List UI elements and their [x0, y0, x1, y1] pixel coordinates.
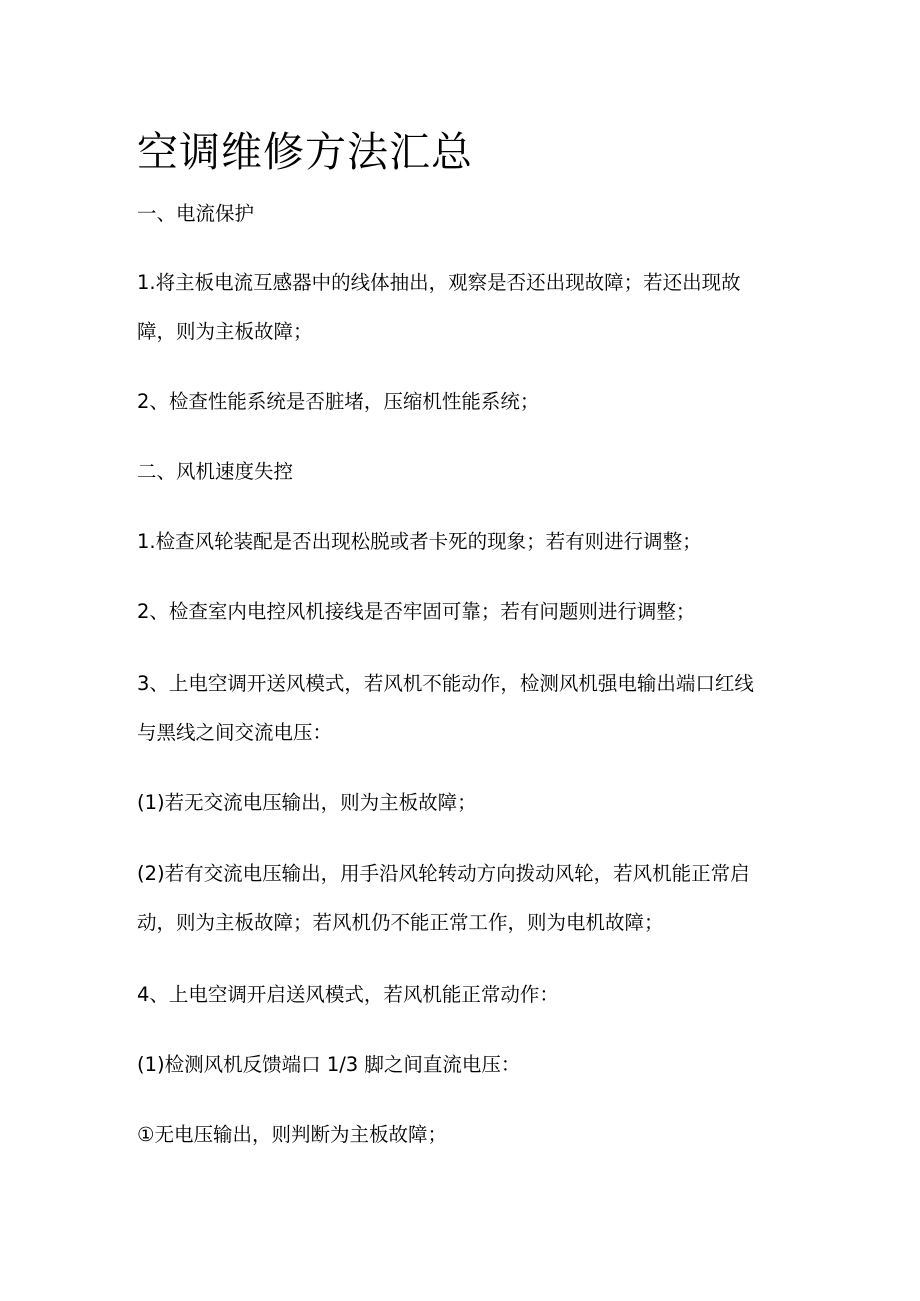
- paragraph-line: 动，则为主板故障；若风机仍不能正常工作，则为电机故障；: [137, 911, 664, 934]
- paragraph-line: 与黑线之间交流电压：: [137, 721, 333, 744]
- section-heading-fan-speed: 二、风机速度失控: [137, 460, 294, 483]
- paragraph-line: 4、上电空调开启送风模式，若风机能正常动作：: [137, 983, 559, 1006]
- paragraph-line: 3、上电空调开送风模式，若风机不能动作，检测风机强电输出端口红线: [137, 672, 754, 695]
- document-title: 空调维修方法汇总: [137, 128, 473, 176]
- paragraph-line: 2、检查性能系统是否脏堵，压缩机性能系统；: [137, 390, 540, 413]
- paragraph-line: (2)若有交流电压输出，用手沿风轮转动方向拨动风轮，若风机能正常启: [137, 862, 750, 885]
- paragraph-line: 1.检查风轮装配是否出现松脱或者卡死的现象；若有则进行调整；: [137, 530, 702, 553]
- paragraph-line: 1.将主板电流互感器中的线体抽出，观察是否还出现故障；若还出现故: [137, 271, 741, 294]
- paragraph-line: (1)若无交流电压输出，则为主板故障；: [137, 791, 477, 814]
- section-heading-current-protection: 一、电流保护: [137, 202, 255, 225]
- paragraph-line: ①无电压输出，则判断为主板故障；: [137, 1123, 447, 1146]
- paragraph-line: 2、检查室内电控风机接线是否牢固可靠；若有问题则进行调整；: [137, 600, 696, 623]
- paragraph-line: 障，则为主板故障；: [137, 320, 313, 343]
- paragraph-line: (1)检测风机反馈端口 1/3 脚之间直流电压：: [137, 1053, 521, 1076]
